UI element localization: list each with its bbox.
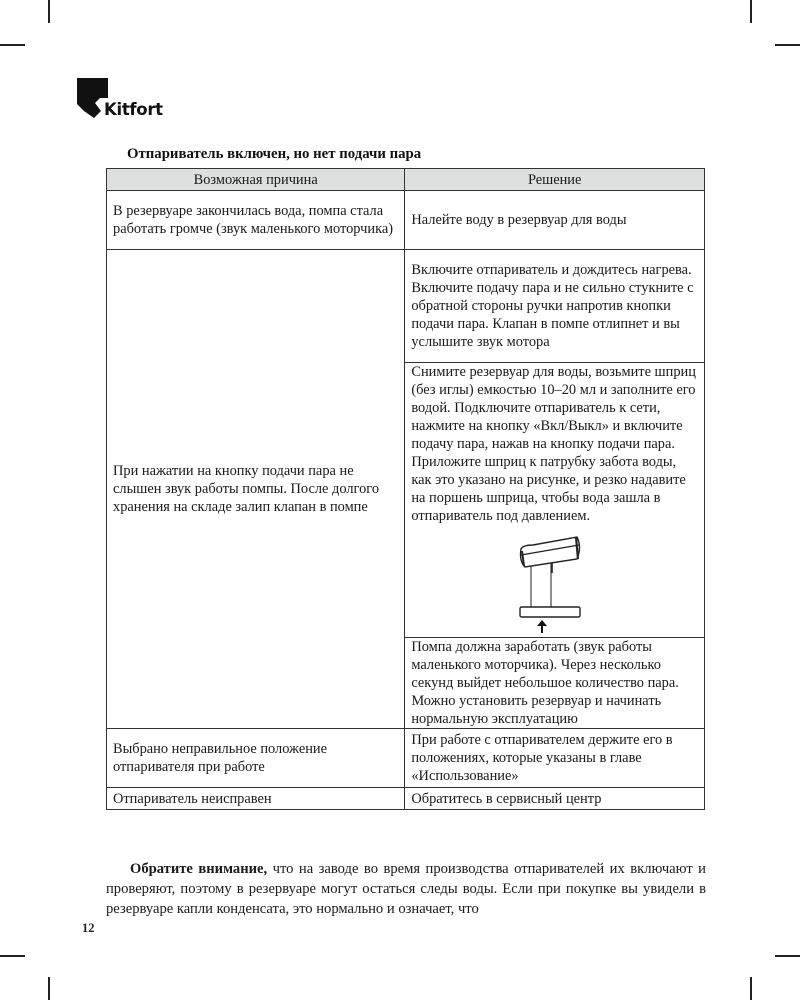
solution-cell-with-figure xyxy=(405,363,705,638)
crop-mark-br-h xyxy=(775,955,800,957)
crop-mark-tl-v xyxy=(48,0,50,23)
crop-mark-tl-h xyxy=(0,44,25,46)
solution-cell: Включите отпариватель и дождитесь нагрева. Включите подачу пара и не сильно стукните с обратной стороны ручки напротив кнопки подачи пара. Клапан в помпе отлипнет и вы услышите звук мотора xyxy=(405,250,705,363)
note-paragraph xyxy=(106,859,706,919)
solution-cell: Налейте воду в резервуар для воды xyxy=(405,191,705,250)
solution-text: Снимите резервуар для воды, возьмите шприц (без иглы) емкостью 10–20 мл и заполните его водой. Подключите отпариватель к сети, нажмите на кнопку «Вкл/Выкл» и включите подачу пара, нажав на кнопку подачи пара. Приложите шприц к патрубку забота воды, как это указано на рисунке, и резко надавите на поршень шприца, чтобы вода зашла в отпариватель под давлением. xyxy=(411,364,696,524)
note-text: что на заводе во время производства отпаривателей их включают и проверяют, поэтому в резервуаре могут остаться следы воды. Если при покупке вы увидели в резервуаре капли конденсата, это нормально и означает, что xyxy=(106,861,706,917)
brand-name: Kitfort xyxy=(104,100,163,119)
cause-cell: Выбрано неправильное положение отпаривателя при работе xyxy=(107,729,405,788)
solution-cell: Обратитесь в сервисный центр xyxy=(405,788,705,810)
crop-mark-tr-h xyxy=(775,44,800,46)
brand-logo xyxy=(77,78,172,120)
cause-cell: При нажатии на кнопку подачи пара не слышен звук работы помпы. После долгого хранения на складе залип клапан в помпе xyxy=(107,250,405,729)
note-lead: Обратите внимание, xyxy=(130,861,268,877)
troubleshooting-table xyxy=(106,168,705,810)
page-number: 12 xyxy=(82,921,95,935)
solution-cell: Помпа должна заработать (звук работы маленького моторчика). Через несколько секунд выйдет небольшое количество пара. Можно установить резервуар и начинать нормальную эксплуатацию xyxy=(405,638,705,729)
crop-mark-bl-v xyxy=(48,977,50,1000)
table-header-row xyxy=(107,169,705,191)
table-row xyxy=(107,191,705,250)
cause-cell: В резервуаре закончилась вода, помпа стала работать громче (звук маленького моторчика) xyxy=(107,191,405,250)
table-row xyxy=(107,788,705,810)
section-title: Отпариватель включен, но нет подачи пара xyxy=(127,146,422,162)
crop-mark-bl-h xyxy=(0,955,25,957)
cause-cell: Отпариватель неисправен xyxy=(107,788,405,810)
crop-mark-br-v xyxy=(750,977,752,1000)
table-row xyxy=(107,729,705,788)
solution-cell: При работе с отпаривателем держите его в положениях, которые указаны в главе «Использование» xyxy=(405,729,705,788)
crop-mark-tr-v xyxy=(750,0,752,23)
table-row xyxy=(107,250,705,363)
steamer-syringe-illustration-icon xyxy=(515,531,585,635)
column-header-cause: Возможная причина xyxy=(107,169,405,191)
column-header-solution: Решение xyxy=(405,169,705,191)
